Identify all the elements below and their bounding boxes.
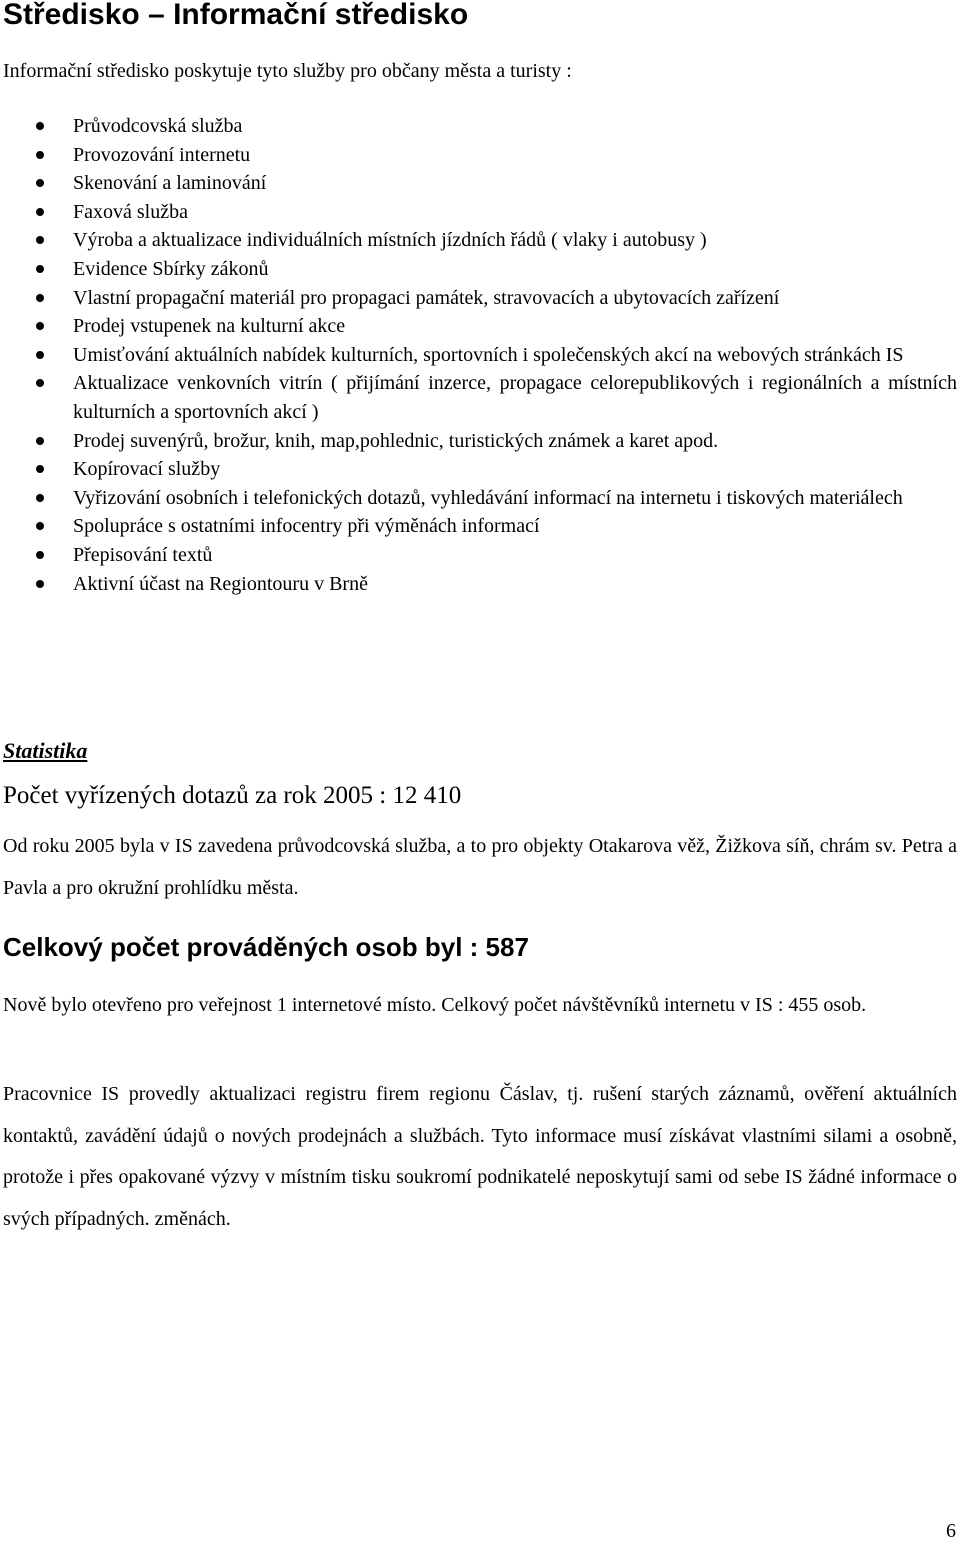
statistics-heading: Statistika xyxy=(3,738,88,763)
list-item-text: Umisťování aktuálních nabídek kulturních, sportovních i společenských akcí na webových stránkách IS xyxy=(73,343,904,366)
bullet-icon xyxy=(36,437,44,445)
registry-paragraph: Pracovnice IS provedly aktualizaci registru firem regionu Čáslav, tj. rušení starých záznamů, ověření aktuálních kontaktů, zavádění údajů o nových prodejnách a službách. Tyto informace musí získávat vlastními silami a osobně, protože i přes opakované výzvy v místním tisku soukromí podnikatelé neposkytují sami od sebe IS žádné informace o svých případných. změnách. xyxy=(3,1083,957,1230)
list-item xyxy=(0,512,957,541)
list-item xyxy=(0,112,957,141)
guide-service-paragraph: Od roku 2005 byla v IS zavedena průvodcovská služba, a to pro objekty Otakarova věž, Žižkova síň, chrám sv. Petra a Pavla a pro okružní prohlídku města. xyxy=(3,835,957,899)
list-item-text: Spolupráce s ostatními infocentry při výměnách informací xyxy=(73,515,540,538)
list-item-text: Vyřizování osobních i telefonických dotazů, vyhledávání informací na internetu i tiskových materiálech xyxy=(73,486,903,509)
list-item-text: Kopírovací služby xyxy=(73,458,221,481)
list-item-text: Aktivní účast na Regiontouru v Brně xyxy=(73,572,368,595)
list-item-text: Faxová služba xyxy=(73,200,188,223)
list-item xyxy=(0,255,957,284)
services-list xyxy=(0,112,957,598)
list-item-text: Vlastní propagační materiál pro propagaci památek, stravovacích a ubytovacích zařízení xyxy=(73,286,780,309)
list-item xyxy=(0,427,957,456)
internet-paragraph: Nově bylo otevřeno pro veřejnost 1 internetové místo. Celkový počet návštěvníků internetu v IS : 455 osob. xyxy=(3,994,867,1016)
list-item xyxy=(0,455,957,484)
list-item-text: Evidence Sbírky zákonů xyxy=(73,257,269,280)
list-item-text: Skenování a laminování xyxy=(73,172,267,195)
list-item-text: Přepisování textů xyxy=(73,543,213,566)
bullet-icon xyxy=(36,551,44,559)
bullet-icon xyxy=(36,122,44,130)
bullet-icon xyxy=(36,322,44,330)
list-item-text: Prodej suvenýrů, brožur, knih, map,pohlednic, turistických známek a karet apod. xyxy=(73,429,719,452)
list-item xyxy=(0,198,957,227)
list-item-text: Provozování internetu xyxy=(73,143,251,166)
list-item xyxy=(0,141,957,170)
bullet-icon xyxy=(36,580,44,588)
bullet-icon xyxy=(36,151,44,159)
bullet-icon xyxy=(36,351,44,359)
bullet-icon xyxy=(36,379,44,387)
list-item xyxy=(0,341,957,370)
bullet-icon xyxy=(36,265,44,273)
list-item xyxy=(0,541,957,570)
list-item-text: Průvodcovská služba xyxy=(73,115,243,137)
bullet-icon xyxy=(36,522,44,530)
list-item xyxy=(0,369,957,426)
bullet-icon xyxy=(36,465,44,473)
list-item xyxy=(0,570,957,599)
queries-count: Počet vyřízených dotazů za rok 2005 : 12 410 xyxy=(3,782,462,809)
guided-persons-total: Celkový počet prováděných osob byl : 587 xyxy=(3,932,529,962)
list-item xyxy=(0,226,957,255)
list-item-text: Výroba a aktualizace individuálních místních jízdních řádů ( vlaky i autobusy ) xyxy=(73,229,707,252)
intro-text: Informační středisko poskytuje tyto služby pro občany města a turisty : xyxy=(3,60,572,82)
list-item xyxy=(0,284,957,313)
bullet-icon xyxy=(36,294,44,302)
bullet-icon xyxy=(36,179,44,187)
list-item xyxy=(0,169,957,198)
bullet-icon xyxy=(36,208,44,216)
bullet-icon xyxy=(36,494,44,502)
list-item-text: Prodej vstupenek na kulturní akce xyxy=(73,315,346,338)
page-title: Středisko – Informační středisko xyxy=(3,0,469,31)
bullet-icon xyxy=(36,236,44,244)
page-number: 6 xyxy=(946,1520,956,1542)
list-item xyxy=(0,312,957,341)
list-item-text: Aktualizace venkovních vitrín ( přijímání inzerce, propagace celorepublikových i regionálních a místních kulturních a sportovních akcí ) xyxy=(73,372,957,423)
list-item xyxy=(0,484,957,513)
